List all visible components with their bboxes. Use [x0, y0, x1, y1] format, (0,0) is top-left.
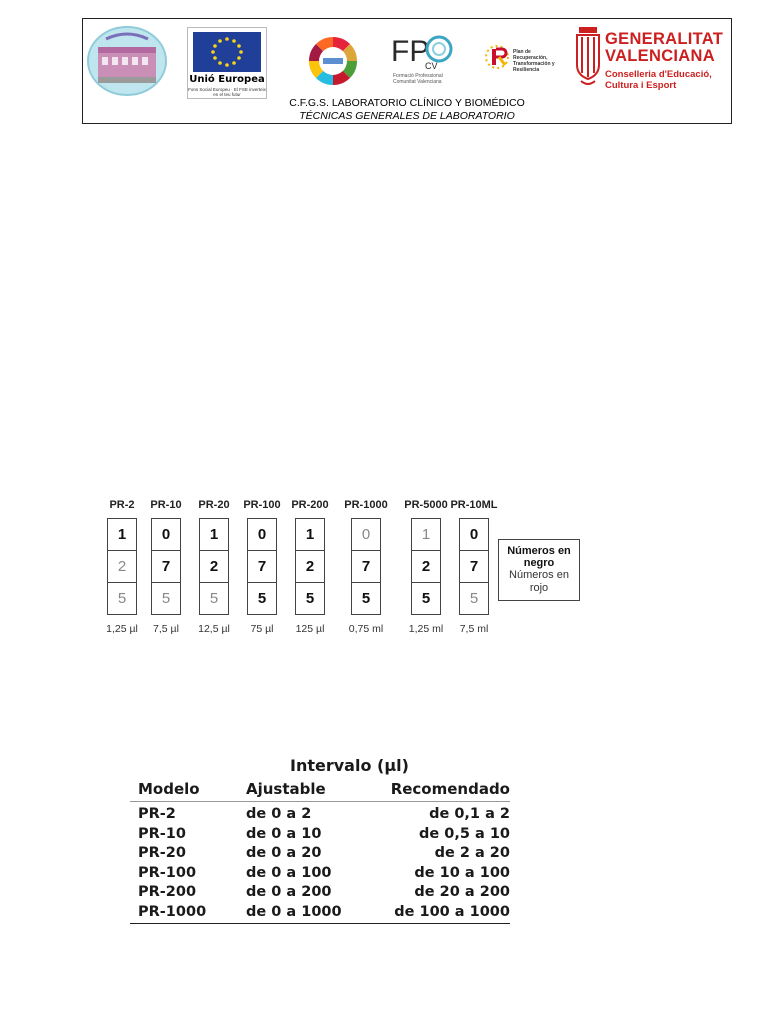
table-rule-top — [130, 801, 510, 802]
volume-dial — [411, 518, 441, 615]
dial-digit: 5 — [161, 590, 171, 607]
eu-flag-icon — [193, 32, 261, 72]
dial-digit: 2 — [296, 551, 324, 583]
dial-digit: 5 — [361, 590, 371, 607]
table-row — [130, 845, 510, 865]
cell-model: PR-2 — [138, 806, 176, 822]
prtr-logo-icon — [483, 35, 513, 81]
eu-logo-subtitle: Fons Social Europeu · El FSE inverteix en el teu futur — [188, 87, 266, 97]
table-row — [130, 806, 510, 826]
legend-black-numbers: Números en negro — [507, 545, 571, 569]
gva-department: Conselleria d'Educació, Cultura i Esport — [605, 69, 712, 91]
dial-digit: 5 — [209, 590, 219, 607]
dial-digit: 5 — [421, 590, 431, 607]
col-header-recommended: Recomendado — [390, 780, 510, 798]
pipette-volume-label: 7,5 ml — [459, 623, 489, 635]
cell-model: PR-20 — [138, 845, 186, 861]
cell-recommended: de 2 a 20 — [434, 845, 510, 861]
document-header — [82, 18, 732, 124]
eu-logo-title: Unió Europea — [189, 74, 265, 85]
dial-digit: 2 — [200, 551, 228, 583]
subject-title: TÉCNICAS GENERALES DE LABORATORIO — [299, 110, 515, 122]
table-row — [130, 904, 510, 924]
pipette-volume-label: 75 µl — [250, 623, 274, 635]
cell-model: PR-100 — [138, 864, 197, 881]
cell-model: PR-1000 — [138, 903, 207, 920]
dial-digit: 5 — [305, 590, 315, 607]
pipette-volume-label: 12,5 µl — [198, 623, 230, 635]
pipette-model-label: PR-20 — [198, 499, 230, 511]
cell-recommended: de 20 a 200 — [414, 884, 510, 900]
col-header-model: Modelo — [138, 780, 200, 798]
pipette-volume-label: 0,75 ml — [348, 623, 384, 635]
cell-adjustable: de 0 a 100 — [246, 864, 332, 881]
dial-digit: 0 — [352, 519, 380, 551]
dial-digit: 1 — [200, 519, 228, 551]
dial-digit: 7 — [248, 551, 276, 583]
cell-model: PR-10 — [138, 825, 186, 842]
cell-recommended: de 100 a 1000 — [394, 903, 510, 920]
interval-table — [130, 756, 510, 926]
eu-logo — [187, 27, 267, 99]
svg-text:CV: CV — [425, 61, 438, 71]
dial-digit: 7 — [352, 551, 380, 583]
gva-logo — [573, 21, 731, 97]
cell-adjustable: de 0 a 10 — [246, 825, 322, 842]
prtr-logo — [483, 35, 563, 81]
course-title: C.F.G.S. LABORATORIO CLÍNICO Y BIOMÉDICO — [289, 97, 525, 109]
pipette-model-label: PR-2 — [109, 499, 135, 511]
volume-dial — [351, 518, 381, 615]
sdg-wheel-icon — [303, 35, 363, 87]
gva-crest-icon — [573, 23, 603, 93]
pipette-model-label: PR-100 — [243, 499, 281, 511]
volume-dial — [107, 518, 137, 615]
cell-adjustable: de 0 a 1000 — [246, 903, 342, 920]
volume-dial — [199, 518, 229, 615]
dial-digit: 7 — [152, 551, 180, 583]
dial-digit: 5 — [469, 590, 479, 607]
pipette-volume-label: 125 µl — [295, 623, 325, 635]
fp-logo-text: Formació Professional Comunitat Valenciana — [393, 73, 443, 85]
cell-recommended: de 0,1 a 2 — [429, 806, 510, 822]
dial-digit: 7 — [460, 551, 488, 583]
pipette-model-label: PR-10ML — [450, 499, 498, 511]
volume-dial — [151, 518, 181, 615]
pipette-column — [282, 496, 338, 635]
sdg-logo — [303, 35, 363, 87]
pipette-model-label: PR-1000 — [344, 499, 388, 511]
volume-dial — [295, 518, 325, 615]
dial-digit: 2 — [108, 551, 136, 583]
fp-logo — [389, 31, 455, 93]
dial-digit: 0 — [460, 519, 488, 551]
fp-logo-icon — [389, 31, 455, 71]
dial-digit: 0 — [152, 519, 180, 551]
prtr-logo-text: Plan de Recuperación, Transformación y Resiliencia — [513, 49, 555, 73]
table-rule-bottom — [130, 923, 510, 924]
pipette-column — [338, 496, 394, 635]
interval-table-heading: Intervalo (µl) — [290, 756, 409, 775]
gva-name: GENERALITAT VALENCIANA — [605, 30, 724, 65]
pipette-model-label: PR-10 — [150, 499, 182, 511]
dial-digit: 2 — [412, 551, 440, 583]
pipette-volume-label: 1,25 ml — [408, 623, 444, 635]
school-logo — [86, 25, 168, 97]
pipette-column — [446, 496, 502, 635]
cell-adjustable: de 0 a 20 — [246, 845, 322, 861]
volume-dial — [459, 518, 489, 615]
school-logo-icon — [86, 25, 168, 97]
legend-red-numbers: Números en rojo — [509, 569, 569, 594]
cell-adjustable: de 0 a 2 — [246, 806, 312, 822]
table-row — [130, 865, 510, 885]
col-header-adjustable: Ajustable — [246, 780, 326, 798]
dial-digit: 1 — [296, 519, 324, 551]
dial-digit: 5 — [117, 590, 127, 607]
pipette-volume-figure — [100, 496, 590, 646]
cell-model: PR-200 — [138, 884, 197, 900]
color-legend — [498, 539, 580, 601]
dial-digit: 0 — [248, 519, 276, 551]
cell-adjustable: de 0 a 200 — [246, 884, 332, 900]
table-row — [130, 884, 510, 904]
pipette-volume-label: 7,5 µl — [153, 623, 179, 635]
pipette-volume-label: 1,25 µl — [106, 623, 138, 635]
cell-recommended: de 0,5 a 10 — [418, 825, 510, 842]
dial-digit: 5 — [257, 590, 267, 607]
dial-digit: 1 — [412, 519, 440, 551]
volume-dial — [247, 518, 277, 615]
dial-digit: 1 — [108, 519, 136, 551]
table-row — [130, 826, 510, 846]
svg-text:FP: FP — [391, 35, 430, 68]
pipette-model-label: PR-200 — [291, 499, 329, 511]
cell-recommended: de 10 a 100 — [414, 864, 510, 881]
pipette-model-label: PR-5000 — [404, 499, 448, 511]
